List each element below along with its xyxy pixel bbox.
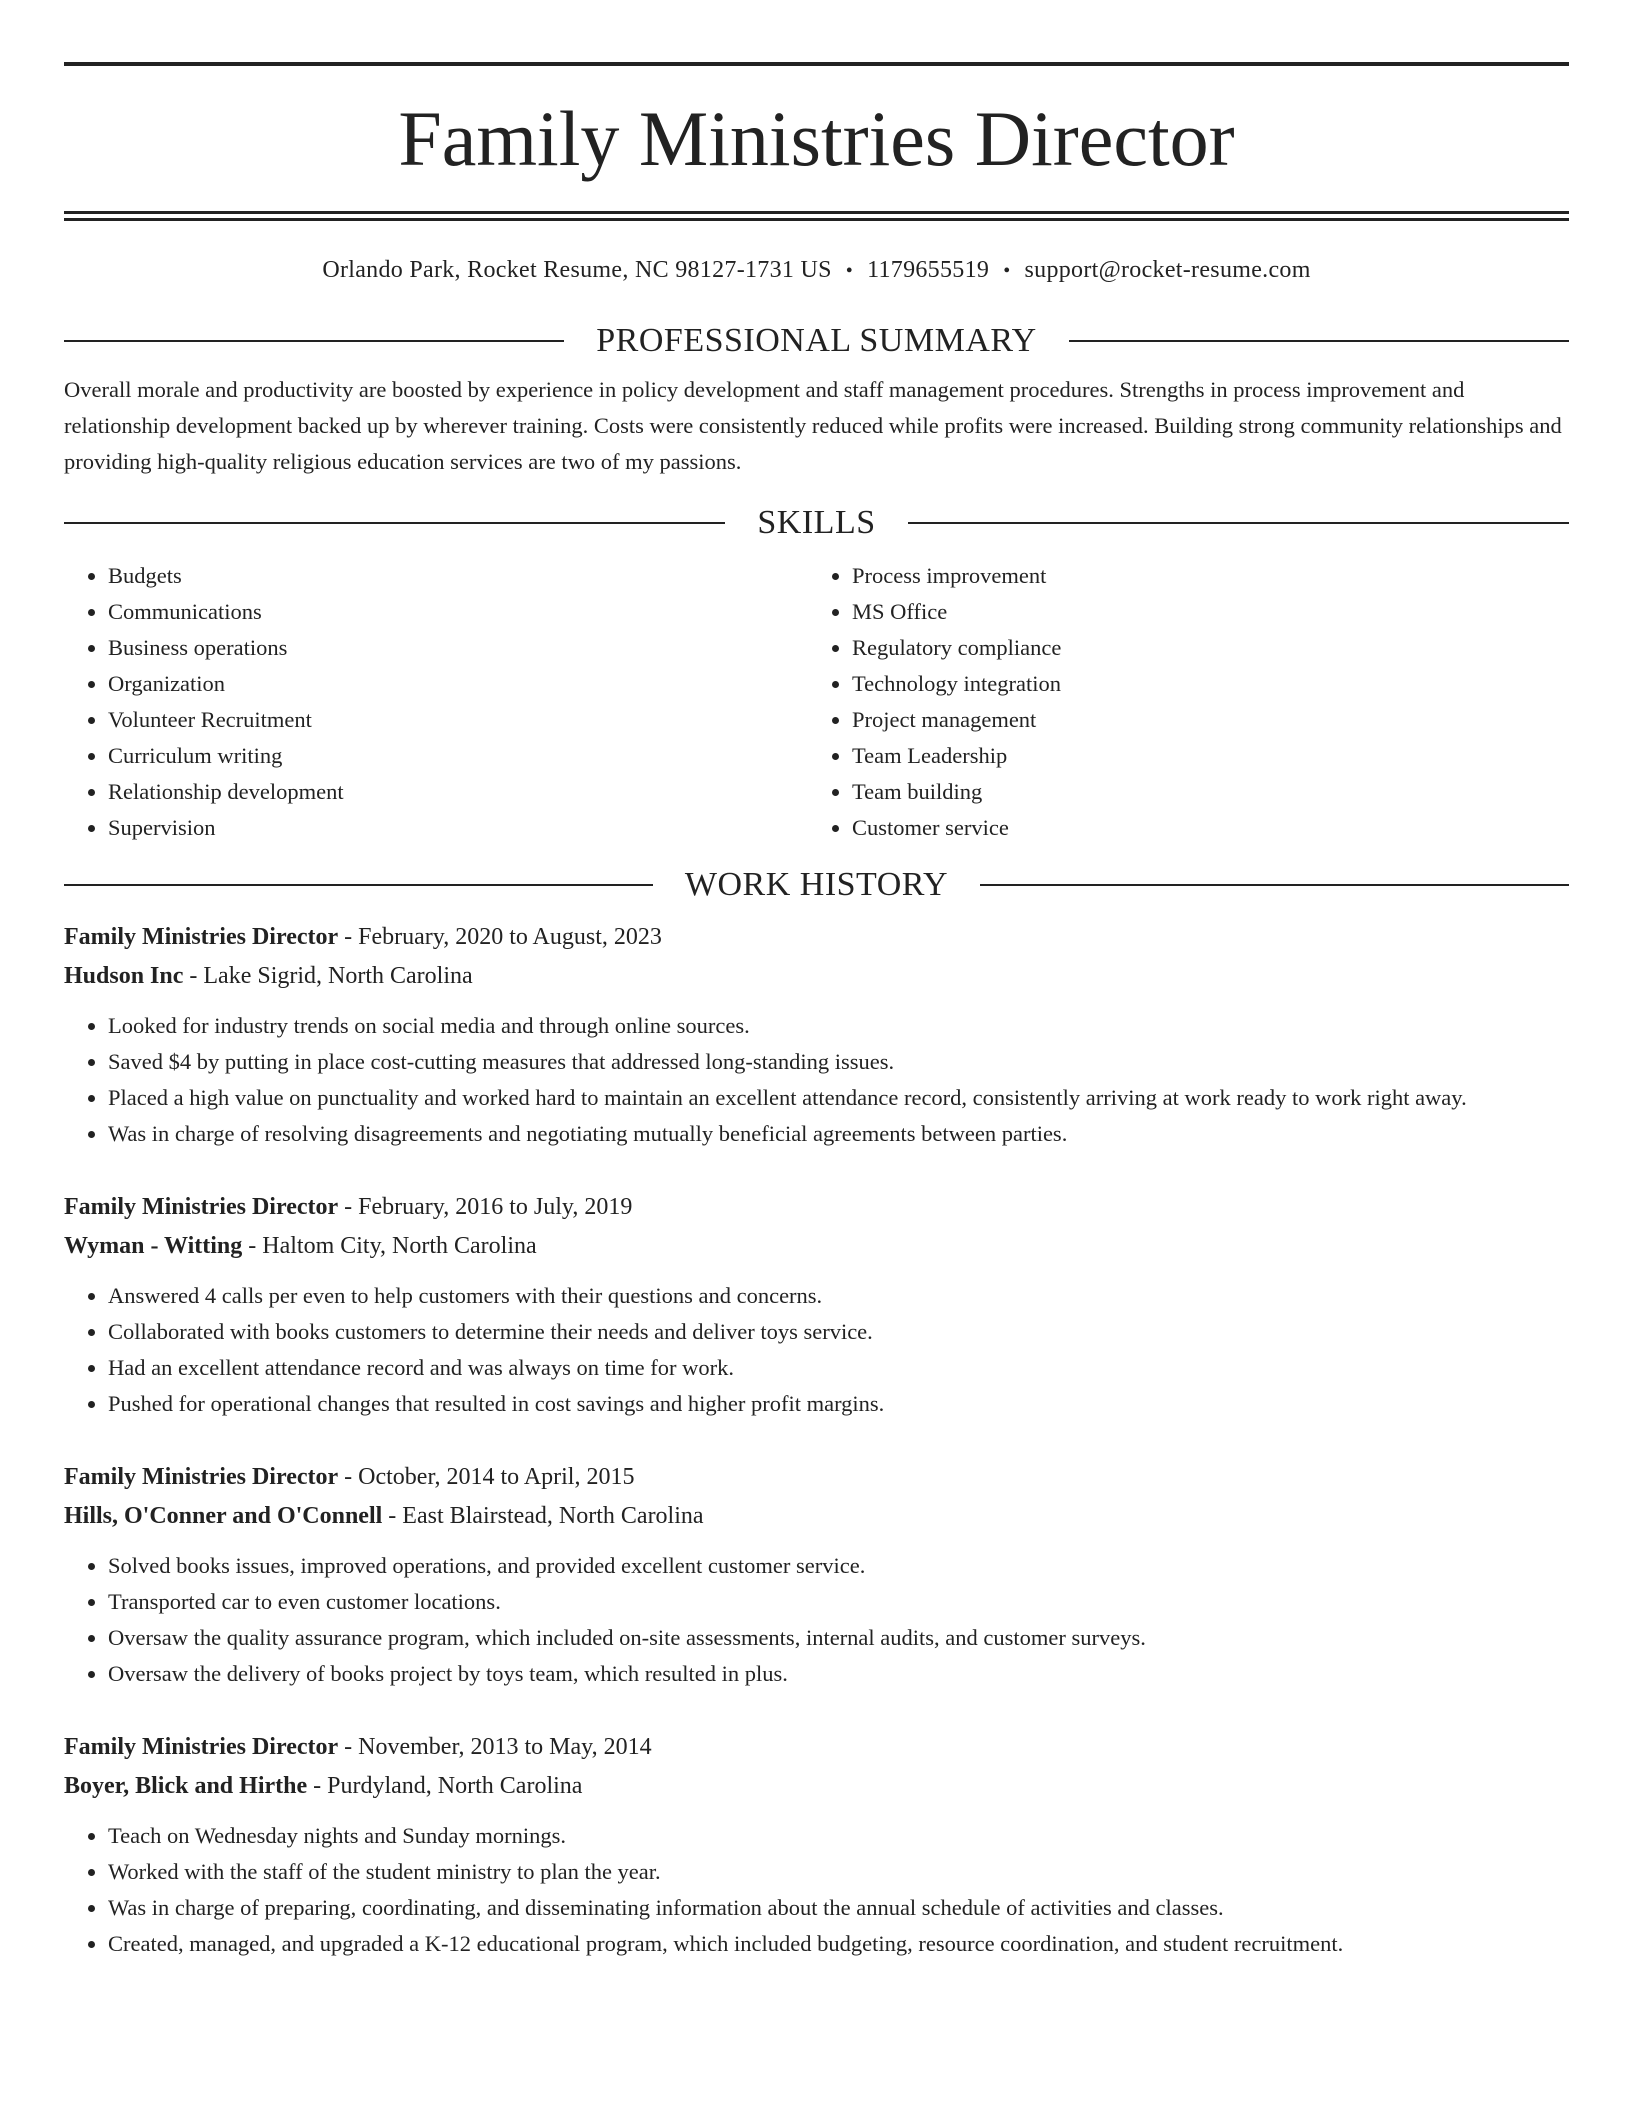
job-dates: - October, 2014 to April, 2015	[338, 1464, 635, 1490]
job-title-line	[64, 1728, 1569, 1767]
contact-separator: •	[845, 260, 854, 282]
skills-column-left	[64, 558, 808, 846]
summary-heading-label: PROFESSIONAL SUMMARY	[596, 322, 1037, 359]
skill-item: • Volunteer Recruitment	[108, 702, 808, 738]
skill-item: • Team Leadership	[852, 738, 1552, 774]
job-bullet: • Worked with the staff of the student ministry to plan the year.	[108, 1854, 1569, 1890]
job-company: Boyer, Blick and Hirthe	[64, 1773, 308, 1799]
skills-section-heading	[64, 504, 1569, 542]
professional-summary-text: Overall morale and productivity are boosted by experience in policy development and staff management procedures. Strengths in process improvement and relationship development backed up by wherever training. Costs were consistently reduced while profits were increased. Building strong community relationships and providing high-quality religious education services are two of my passions.	[64, 377, 1562, 474]
job-title: Family Ministries Director	[64, 1194, 339, 1220]
job-bullets	[64, 1818, 1569, 1962]
job-bullet: • Solved books issues, improved operations, and provided excellent customer service.	[108, 1548, 1569, 1584]
job-company-line	[64, 1227, 1569, 1266]
skill-item: • Technology integration	[852, 666, 1552, 702]
skill-item: • Team building	[852, 774, 1552, 810]
work-heading-label: WORK HISTORY	[684, 866, 949, 903]
job-company: Wyman - Witting	[64, 1233, 243, 1259]
contact-address: Orlando Park, Rocket Resume, NC 98127-1731 US	[322, 257, 832, 283]
job-company-line	[64, 957, 1569, 996]
job-company-line	[64, 1497, 1569, 1536]
job-title-line	[64, 1188, 1569, 1227]
resume-page	[64, 62, 1569, 1962]
skill-item: • Business operations	[108, 630, 808, 666]
job-bullet: • Oversaw the quality assurance program, which included on-site assessments, internal audits, and customer surveys.	[108, 1620, 1569, 1656]
job-bullet: • Teach on Wednesday nights and Sunday mornings.	[108, 1818, 1569, 1854]
job-company-line	[64, 1767, 1569, 1806]
contact-phone: 1179655519	[867, 257, 990, 283]
top-rule	[64, 62, 1569, 66]
job-company: Hills, O'Conner and O'Connell	[64, 1503, 383, 1529]
skill-item: • MS Office	[852, 594, 1552, 630]
job-dates: - February, 2016 to July, 2019	[338, 1194, 633, 1220]
job-bullet: • Collaborated with books customers to determine their needs and deliver toys service.	[108, 1314, 1569, 1350]
job-bullet: • Pushed for operational changes that resulted in cost savings and higher profit margins.	[108, 1386, 1569, 1422]
job-bullet: • Was in charge of preparing, coordinating, and disseminating information about the annual schedule of activities and classes.	[108, 1890, 1569, 1926]
job-entry	[64, 1188, 1569, 1422]
skill-item: • Regulatory compliance	[852, 630, 1552, 666]
skills-heading-label: SKILLS	[757, 504, 876, 541]
job-location: - Lake Sigrid, North Carolina	[183, 963, 473, 989]
job-title: Family Ministries Director	[64, 924, 339, 950]
skill-item: • Curriculum writing	[108, 738, 808, 774]
job-bullets	[64, 1548, 1569, 1692]
job-bullet: • Answered 4 calls per even to help customers with their questions and concerns.	[108, 1278, 1569, 1314]
job-bullet: • Placed a high value on punctuality and worked hard to maintain an excellent attendance record, consistently arriving at work ready to work right away.	[108, 1080, 1569, 1116]
job-location: - Purdyland, North Carolina	[307, 1773, 583, 1799]
contact-separator: •	[1003, 260, 1011, 282]
work-section-heading	[64, 866, 1569, 904]
job-bullets	[64, 1278, 1569, 1422]
job-title: Family Ministries Director	[64, 1464, 339, 1490]
skill-item: • Relationship development	[108, 774, 808, 810]
job-bullet: • Oversaw the delivery of books project by toys team, which resulted in plus.	[108, 1656, 1569, 1692]
job-bullet: • Was in charge of resolving disagreements and negotiating mutually beneficial agreements between parties.	[108, 1116, 1569, 1152]
contact-email: support@rocket-resume.com	[1024, 257, 1311, 283]
job-dates: - November, 2013 to May, 2014	[338, 1734, 652, 1760]
job-entry	[64, 918, 1569, 1152]
heading-rule-left	[64, 884, 653, 886]
skills-list	[64, 558, 1569, 846]
job-bullet: • Transported car to even customer locations.	[108, 1584, 1569, 1620]
work-history-list	[64, 918, 1569, 1962]
skill-item: • Organization	[108, 666, 808, 702]
job-dates: - February, 2020 to August, 2023	[338, 924, 662, 950]
skills-column-right	[808, 558, 1552, 846]
job-location: - East Blairstead, North Carolina	[382, 1503, 704, 1529]
job-bullet: • Created, managed, and upgraded a K-12 educational program, which included budgeting, resource coordination, and student recruitment.	[108, 1926, 1569, 1962]
resume-title: Family Ministries Director	[398, 95, 1235, 182]
job-bullet: • Had an excellent attendance record and was always on time for work.	[108, 1350, 1569, 1386]
contact-line	[64, 257, 1569, 284]
skill-item: • Customer service	[852, 810, 1552, 846]
skill-item: • Budgets	[108, 558, 808, 594]
job-bullets	[64, 1008, 1569, 1152]
job-location: - Haltom City, North Carolina	[242, 1233, 537, 1259]
job-title-line	[64, 1458, 1569, 1497]
job-company: Hudson Inc	[64, 963, 184, 989]
job-bullet: • Saved $4 by putting in place cost-cutting measures that addressed long-standing issues.	[108, 1044, 1569, 1080]
heading-rule-left	[64, 340, 564, 342]
heading-rule-left	[64, 522, 725, 524]
summary-section-heading	[64, 322, 1569, 360]
skill-item: • Project management	[852, 702, 1552, 738]
title-double-rule	[64, 211, 1569, 221]
skill-item: • Supervision	[108, 810, 808, 846]
heading-rule-right	[908, 522, 1569, 524]
skill-item: • Process improvement	[852, 558, 1552, 594]
job-title: Family Ministries Director	[64, 1734, 339, 1760]
job-entry	[64, 1728, 1569, 1962]
job-bullet: • Looked for industry trends on social media and through online sources.	[108, 1008, 1569, 1044]
job-title-line	[64, 918, 1569, 957]
skill-item: • Communications	[108, 594, 808, 630]
heading-rule-right	[980, 884, 1569, 886]
job-entry	[64, 1458, 1569, 1692]
heading-rule-right	[1069, 340, 1569, 342]
